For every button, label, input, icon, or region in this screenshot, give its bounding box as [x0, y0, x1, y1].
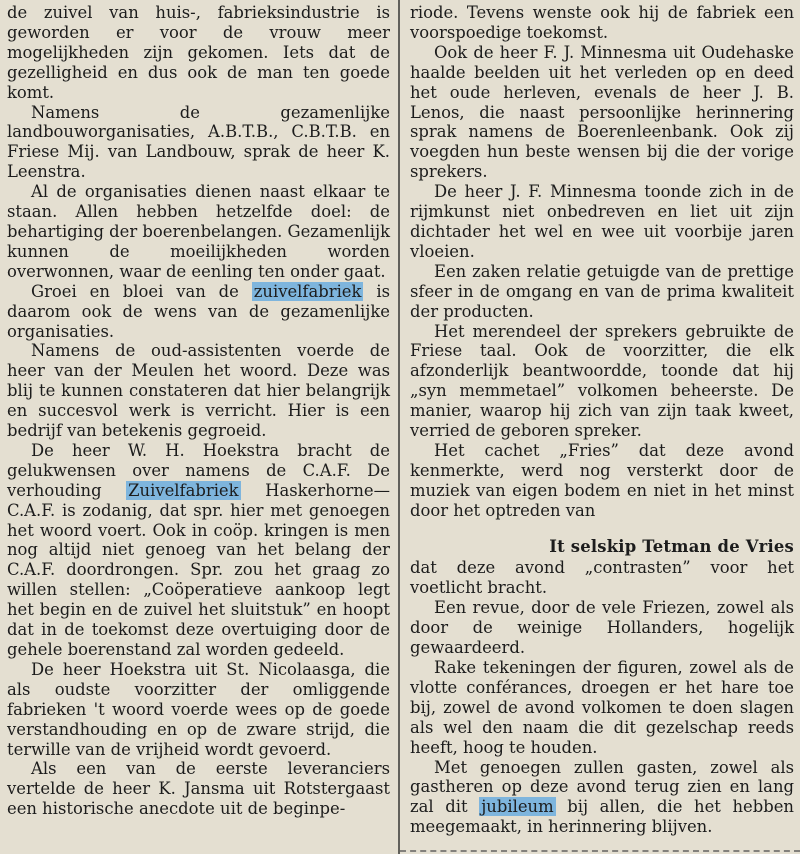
text-run: Groei en bloei van de — [31, 281, 252, 301]
paragraph: Al de organisaties dienen naast elkaar te staan. Allen hebben hetzelfde doel: de behartiging der boerenbelangen. Gezamenlijk kunnen de moeilijkheden worden overwonnen, waar de eenling ten onder gaat. — [7, 182, 390, 281]
paragraph: De heer Hoekstra uit St. Nicolaasga, die als oudste voorzitter der omliggende fabrieken 't woord voerde wees op de goede verstandhouding en op de zware strijd, die terwille van de vrijheid wordt gevoerd. — [7, 659, 390, 759]
paragraph: dat deze avond „contrasten” voor het voetlicht bracht. — [410, 558, 794, 598]
text-run: bij allen, die het hebben meegemaakt, in herinnering blijven. — [410, 797, 794, 837]
bottom-rule — [400, 848, 800, 852]
paragraph: Rake tekeningen der figuren, zowel als de vlotte conférances, droegen er het hare toe bij, zowel de avond volkomen te doen slagen als wel den naam die dit gezelschap reeds heeft, hoog te houden. — [410, 658, 794, 757]
paragraph — [7, 282, 390, 342]
paragraph: de zuivel van huis-, fabrieksindustrie is geworden er voor de vrouw meer mogelijkheden zijn gekomen. Iets dat de gezelligheid en dus ook de man ten goede komt. — [7, 3, 390, 102]
text-run: is daarom ook de wens van de gezamenlijke organisaties. — [7, 281, 390, 341]
text-run: Met genoegen zullen gasten, zowel als gastheren op deze avond terug zien en lang zal dit — [410, 757, 794, 817]
left-column — [3, 0, 394, 854]
paragraph: Als een van de eerste leveranciers vertelde de heer K. Jansma uit Rotstergaast een historische anecdote uit de beginpe- — [7, 759, 390, 819]
paragraph: Een zaken relatie getuigde van de prettige sfeer in de omgang en van de prima kwaliteit der producten. — [410, 261, 794, 321]
paragraph: Het cachet „Fries” dat deze avond kenmerkte, werd nog versterkt door de muziek van eigen bodem en niet in het minst door het optreden van — [410, 440, 794, 520]
text-run: Haskerhorne—C.A.F. is zodanig, dat spr. hier met genoegen het woord voert. Ook in coöp. kringen is men nog altijd niet genoeg van het belang der C.A.F. doordrongen. Spr. zou het graag zo willen stellen: „Coöperatieve aankoop legt het begin en de zuivel het sluitstuk” en hoopt dat in de toekomst deze overtuiging door de gehele boerenstand zal worden gedeeld. — [7, 480, 390, 659]
paragraph: Namens de oud-assistenten voerde de heer van der Meulen het woord. Deze was blij te kunnen constateren dat hier belangrijk en succesvol werk is verricht. Hier is een bedrijf van betekenis gegroeid. — [7, 341, 390, 441]
paragraph: Het merendeel der sprekers gebruikte de Friese taal. Ook de voorzitter, die elk afzonderlijk beantwoordde, toonde dat hij „syn memmetael” volkomen beheerste. De manier, waarop hij zich van zijn taak kweet, verried de geboren spreker. — [410, 321, 794, 441]
paragraph: Een revue, door de vele Friezen, zowel als door de weinige Hollanders, hogelijk gewaardeerd. — [410, 598, 794, 658]
search-highlight: jubileum — [481, 797, 554, 817]
paragraph: Namens de gezamenlijke landbouworganisaties, A.B.T.B., C.B.T.B. en Friese Mij. van Landbouw, sprak de heer K. Leenstra. — [7, 102, 390, 182]
column-divider — [398, 0, 400, 854]
group-name-heading: It selskip Tetman de Vries — [549, 536, 794, 556]
paragraph — [7, 441, 390, 660]
paragraph: riode. Tevens wenste ook hij de fabriek een voorspoedige toekomst. — [410, 3, 794, 42]
paragraph: Ook de heer F. J. Minnesma uit Oudehaske haalde beelden uit het verleden op en deed het oude herleven, evenals de heer J. B. Lenos, die naast persoonlijke herinnering sprak namens de Boerenleenbank. Ook zij voegden hun beste wensen bij die der vorige sprekers. — [410, 42, 794, 182]
right-column — [406, 0, 798, 854]
paragraph — [410, 758, 794, 838]
text-run: De heer W. H. Hoekstra bracht de gelukwensen over namens de C.A.F. De verhouding — [7, 440, 390, 500]
search-highlight: Zuivelfabriek — [128, 480, 239, 500]
paragraph: De heer J. F. Minnesma toonde zich in de rijmkunst niet onbedreven en liet uit zijn dichtader het wel en wee uit voorbije jaren vloeien. — [410, 182, 794, 261]
search-highlight: zuivelfabriek — [253, 281, 362, 301]
